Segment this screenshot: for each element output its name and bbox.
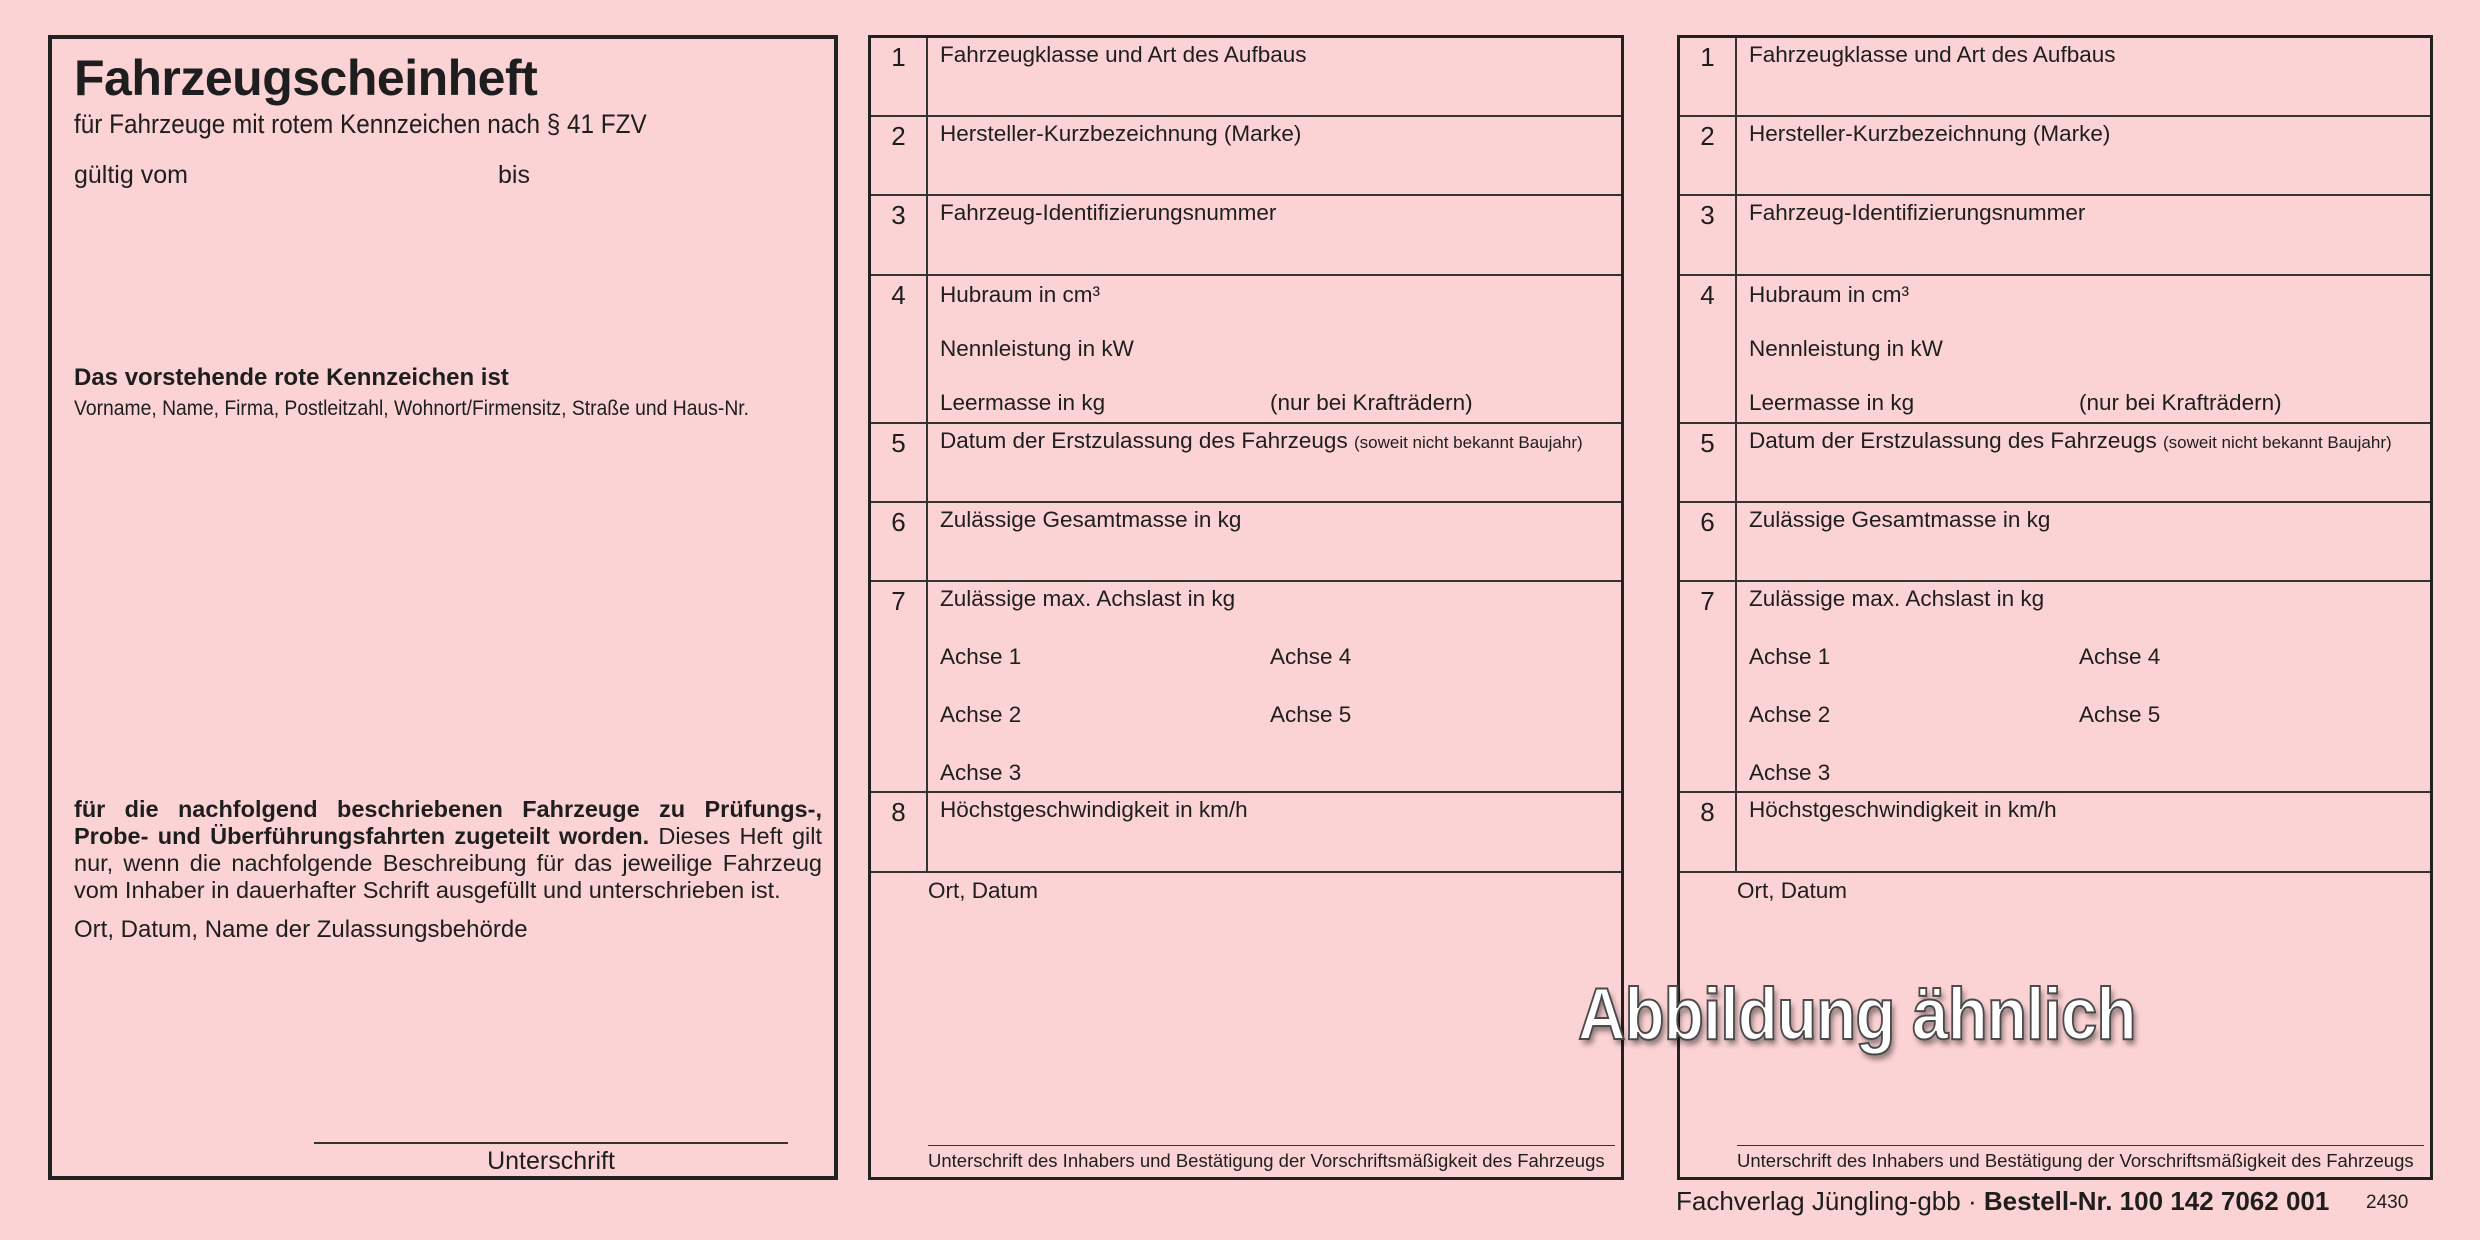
row-label: Datum der Erstzulassung des Fahrzeugs bbox=[940, 428, 1348, 453]
row-number: 6 bbox=[871, 503, 928, 580]
owner-signature-line bbox=[1737, 1145, 2424, 1146]
row-number: 8 bbox=[1680, 793, 1737, 871]
row-note: (soweit nicht bekannt Baujahr) bbox=[1353, 433, 1583, 452]
cover-page bbox=[48, 35, 838, 1180]
signature-label: Unterschrift bbox=[487, 1147, 615, 1175]
row-label: Leermasse in kg bbox=[940, 390, 1106, 415]
row-note: (nur bei Krafträdern) bbox=[1270, 390, 1473, 415]
valid-from-label: gültig vom bbox=[74, 161, 188, 189]
form-row-1 bbox=[871, 38, 1621, 117]
form-row-6 bbox=[1680, 503, 2430, 582]
valid-to-label: bis bbox=[498, 161, 530, 189]
form-row-1 bbox=[1680, 38, 2430, 117]
axle-2: Achse 2 bbox=[1749, 702, 1831, 727]
page-subtitle: für Fahrzeuge mit rotem Kennzeichen nach § 41 FZV bbox=[74, 109, 647, 139]
row-label: Fahrzeugklasse und Art des Aufbaus bbox=[940, 42, 1307, 67]
signature-line bbox=[314, 1142, 788, 1144]
row-number: 6 bbox=[1680, 503, 1737, 580]
row-label: Hersteller-Kurzbezeichnung (Marke) bbox=[1749, 121, 2111, 146]
form-row-3 bbox=[871, 196, 1621, 276]
axle-5: Achse 5 bbox=[2079, 702, 2161, 727]
row-label: Fahrzeug-Identifizierungsnummer bbox=[940, 200, 1277, 225]
row-label: Fahrzeug-Identifizierungsnummer bbox=[1749, 200, 2086, 225]
row-label: Höchstgeschwindigkeit in km/h bbox=[1749, 797, 2057, 822]
row-number: 5 bbox=[1680, 424, 1737, 501]
form-row-3 bbox=[1680, 196, 2430, 276]
axle-2: Achse 2 bbox=[940, 702, 1022, 727]
axle-4: Achse 4 bbox=[2079, 644, 2161, 669]
row-number: 3 bbox=[1680, 196, 1737, 274]
axle-1: Achse 1 bbox=[940, 644, 1022, 669]
row-number: 7 bbox=[1680, 582, 1737, 791]
row-number: 2 bbox=[871, 117, 928, 194]
watermark-overlay: Abbildung ähnlich bbox=[1578, 974, 2136, 1055]
row-number: 3 bbox=[871, 196, 928, 274]
form-row-5 bbox=[1680, 424, 2430, 503]
page-title: Fahrzeugscheinheft bbox=[74, 50, 538, 106]
place-date-label: Ort, Datum bbox=[1737, 878, 1848, 903]
row-number: 4 bbox=[871, 276, 928, 422]
row-number: 1 bbox=[1680, 38, 1737, 115]
axle-3: Achse 3 bbox=[1749, 760, 1831, 785]
row-label: Hubraum in cm³ bbox=[1749, 282, 1910, 307]
validity-paragraph bbox=[74, 796, 822, 904]
row-note: (soweit nicht bekannt Baujahr) bbox=[2162, 433, 2392, 452]
validity-paragraph-rest: Dieses Heft gilt nur, wenn die nachfolgende Beschreibung für das jeweilige Fahrzeug vom Inhaber in dauerhafter Schrift ausgefüllt und unterschrieben ist. bbox=[74, 823, 822, 903]
form-row-4 bbox=[1680, 276, 2430, 424]
form-row-2 bbox=[871, 117, 1621, 196]
publisher-line bbox=[1676, 1186, 2329, 1217]
validity-paragraph-bold: für die nachfolgend beschriebenen Fahrzeuge zu Prüfungs-, Probe- und Überführungsfahrten zugeteilt worden. bbox=[74, 796, 822, 849]
form-row-2 bbox=[1680, 117, 2430, 196]
authority-label: Ort, Datum, Name der Zulassungsbehörde bbox=[74, 916, 528, 943]
axle-4: Achse 4 bbox=[1270, 644, 1352, 669]
row-number: 8 bbox=[871, 793, 928, 871]
form-code: 2430 bbox=[2366, 1192, 2409, 1213]
row-label: Nennleistung in kW bbox=[940, 336, 1134, 361]
owner-signature-label: Unterschrift des Inhabers und Bestätigung der Vorschriftsmäßigkeit des Fahrzeugs bbox=[928, 1150, 1605, 1171]
axle-1: Achse 1 bbox=[1749, 644, 1831, 669]
row-number: 1 bbox=[871, 38, 928, 115]
row-number: 2 bbox=[1680, 117, 1737, 194]
row-number: 7 bbox=[871, 582, 928, 791]
place-date-label: Ort, Datum bbox=[928, 878, 1039, 903]
owner-signature-line bbox=[928, 1145, 1615, 1146]
row-label: Hubraum in cm³ bbox=[940, 282, 1101, 307]
publisher-name: Fachverlag Jüngling-gbb · bbox=[1676, 1186, 1984, 1216]
form-row-7 bbox=[871, 582, 1621, 793]
row-label: Höchstgeschwindigkeit in km/h bbox=[940, 797, 1248, 822]
row-number: 5 bbox=[871, 424, 928, 501]
vehicle-form-left bbox=[868, 35, 1624, 1180]
order-number: Bestell-Nr. 100 142 7062 001 bbox=[1983, 1186, 2330, 1216]
form-row-8 bbox=[871, 793, 1621, 873]
row-label: Zulässige max. Achslast in kg bbox=[940, 586, 1236, 611]
row-label: Zulässige Gesamtmasse in kg bbox=[1749, 507, 2051, 532]
owner-signature-label: Unterschrift des Inhabers und Bestätigung der Vorschriftsmäßigkeit des Fahrzeugs bbox=[1737, 1150, 2414, 1171]
row-label: Hersteller-Kurzbezeichnung (Marke) bbox=[940, 121, 1302, 146]
form-row-8 bbox=[1680, 793, 2430, 873]
row-note: (nur bei Krafträdern) bbox=[2079, 390, 2282, 415]
form-row-6 bbox=[871, 503, 1621, 582]
axle-5: Achse 5 bbox=[1270, 702, 1352, 727]
row-label: Fahrzeugklasse und Art des Aufbaus bbox=[1749, 42, 2116, 67]
form-row-4 bbox=[871, 276, 1621, 424]
row-label: Nennleistung in kW bbox=[1749, 336, 1943, 361]
row-label: Zulässige Gesamtmasse in kg bbox=[940, 507, 1242, 532]
row-number: 4 bbox=[1680, 276, 1737, 422]
plate-fields-hint: Vorname, Name, Firma, Postleitzahl, Wohnort/Firmensitz, Straße und Haus-Nr. bbox=[74, 397, 750, 420]
form-row-5 bbox=[871, 424, 1621, 503]
plate-heading: Das vorstehende rote Kennzeichen ist bbox=[74, 364, 509, 391]
form-signature-block bbox=[871, 874, 1621, 1177]
form-row-7 bbox=[1680, 582, 2430, 793]
row-label: Leermasse in kg bbox=[1749, 390, 1915, 415]
row-label: Zulässige max. Achslast in kg bbox=[1749, 586, 2045, 611]
axle-3: Achse 3 bbox=[940, 760, 1022, 785]
row-label: Datum der Erstzulassung des Fahrzeugs bbox=[1749, 428, 2157, 453]
